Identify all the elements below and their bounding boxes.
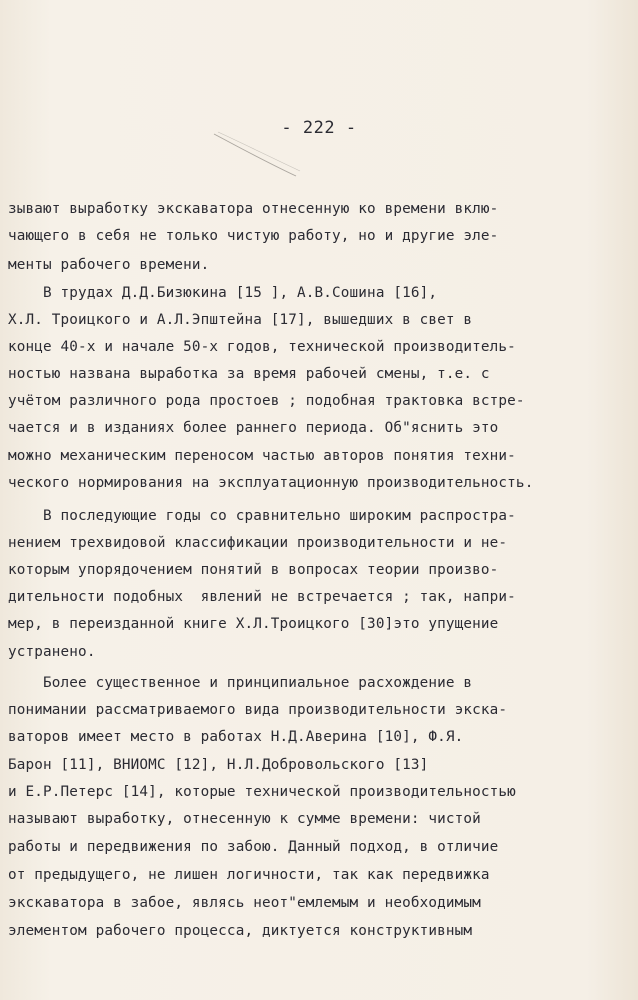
text-line: ваторов имеет место в работах Н.Д.Аверина [10], Ф.Я. xyxy=(8,729,464,745)
text-line: менты рабочего времени. xyxy=(8,257,210,273)
text-line: экскаватора в забое, являсь неот"емлемым и необходимым xyxy=(8,895,481,911)
text-line: зывают выработку экскаватора отнесенную ко времени вклю- xyxy=(8,201,499,217)
text-line: работы и передвижения по забою. Данный подход, в отличие xyxy=(8,839,499,855)
text-line: В трудах Д.Д.Бизюкина [15 ], А.В.Сошина [16], xyxy=(8,285,438,301)
text-line: учётом различного рода простоев ; подобная трактовка встре- xyxy=(8,393,525,409)
text-line: и Е.Р.Петерс [14], которые технической производительностью xyxy=(8,784,516,800)
text-line: ческого нормирования на эксплуатационную производительность. xyxy=(8,475,534,491)
text-line: от предыдущего, не лишен логичности, так как передвижка xyxy=(8,867,490,883)
text-line: дительности подобных явлений не встречается ; так, напри- xyxy=(8,589,516,605)
text-line: Более существенное и принципиальное расхождение в xyxy=(8,675,473,691)
text-line: устранено. xyxy=(8,644,96,660)
text-line: чающего в себя не только чистую работу, но и другие эле- xyxy=(8,228,499,244)
text-line: В последующие годы со сравнительно широким распростра- xyxy=(8,508,516,524)
text-line: чается и в изданиях более раннего периода. Об"яснить это xyxy=(8,420,499,436)
text-line: понимании рассматриваемого вида производительности экска- xyxy=(8,702,508,718)
text-line: которым упорядочением понятий в вопросах теории произво- xyxy=(8,562,499,578)
page-number: - 222 - xyxy=(281,118,357,138)
text-line: конце 40-х и начале 50-х годов, технической производитель- xyxy=(8,339,516,355)
text-line: Барон [11], ВНИОМС [12], Н.Л.Добровольского [13] xyxy=(8,757,429,773)
text-line: Х.Л. Троицкого и А.Л.Эпштейна [17], вышедших в свет в xyxy=(8,312,473,328)
text-line: нением трехвидовой классификации производительности и не- xyxy=(8,535,508,551)
text-line: можно механическим переносом частью авторов понятия техни- xyxy=(8,448,516,464)
text-line: называют выработку, отнесенную к сумме времени: чистой xyxy=(8,811,481,827)
text-line: ностью названа выработка за время рабочей смены, т.е. с xyxy=(8,366,490,382)
pencil-stroke-mark xyxy=(0,0,638,200)
text-line: мер, в переизданной книге Х.Л.Троицкого [30]это упущение xyxy=(8,616,499,632)
text-line: элементом рабочего процесса, диктуется конструктивным xyxy=(8,923,473,939)
